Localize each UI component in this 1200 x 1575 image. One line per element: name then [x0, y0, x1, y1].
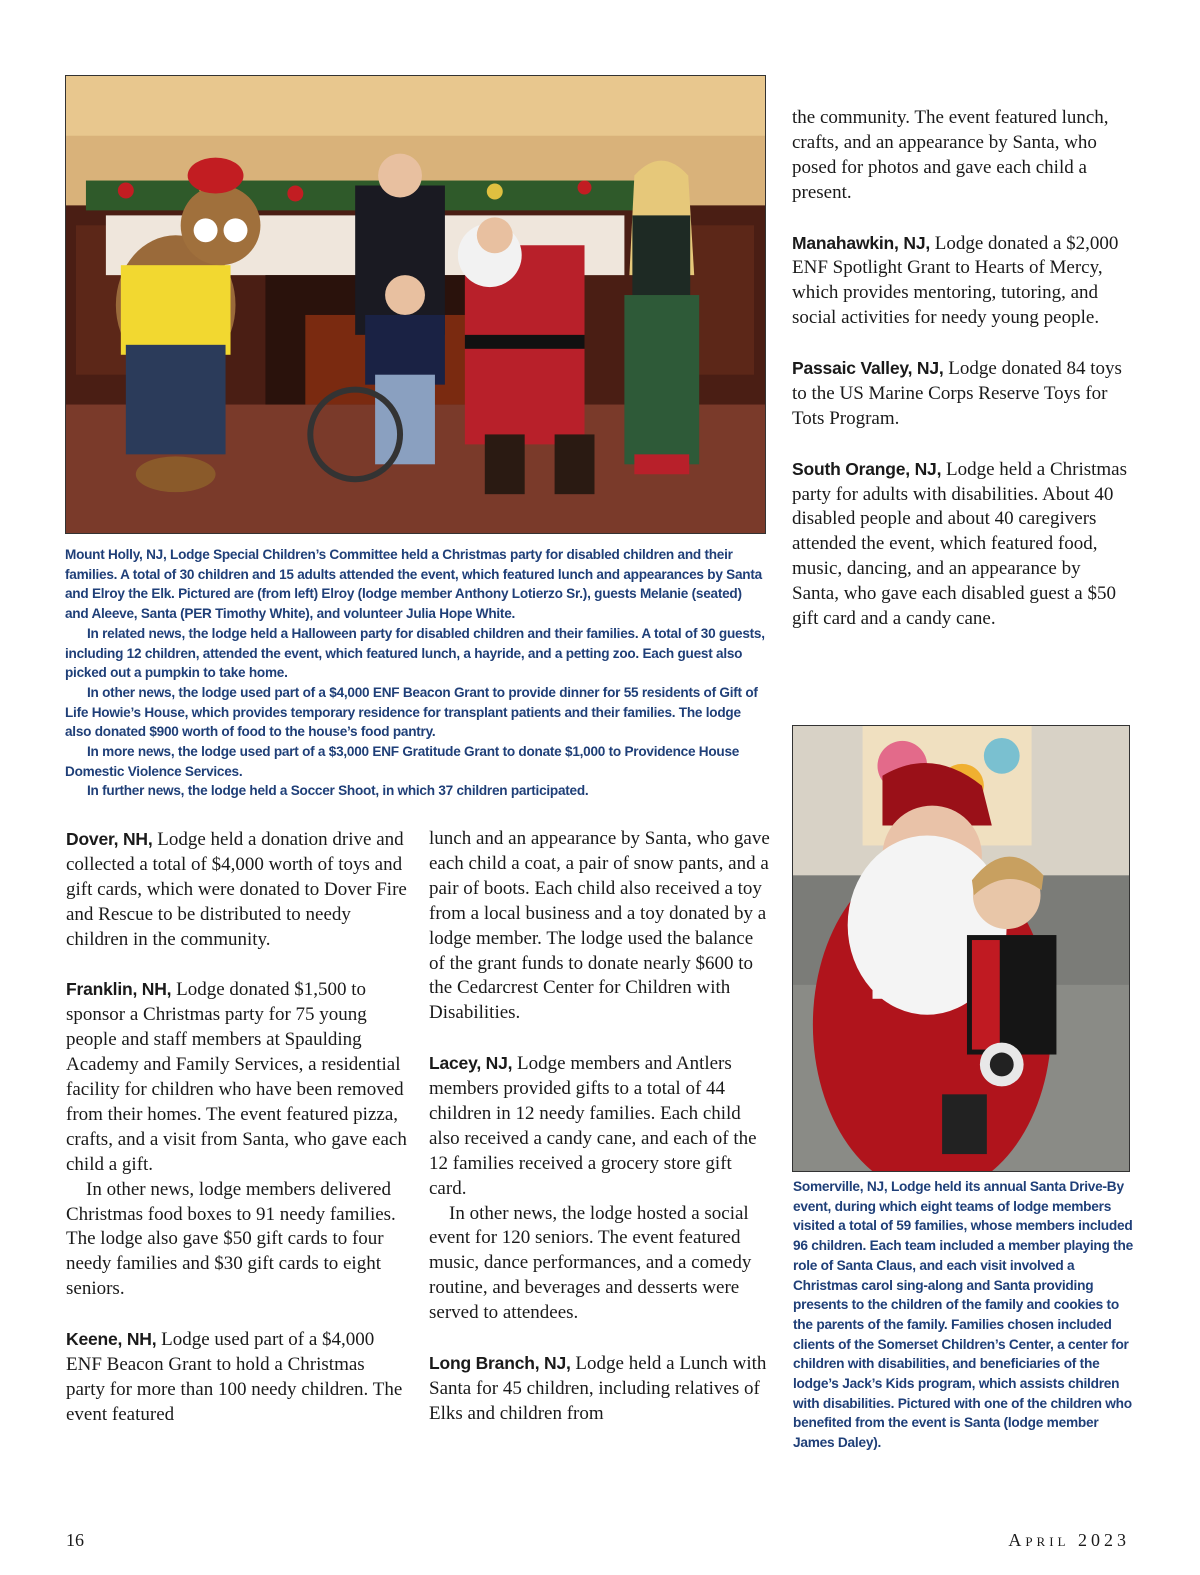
caption-lead: Somerville, NJ,	[793, 1179, 888, 1194]
article-column-1	[66, 827, 408, 1428]
article-column-2	[429, 827, 771, 1427]
caption-paragraph: In other news, the lodge used part of a $4,000 ENF Beacon Grant to provide dinner for 55 residents of Gift of Life Howie’s House, which provides temporary residence for transplant patients and their families. The lodge also donated $900 worth of food to the house’s food pantry.	[65, 684, 758, 740]
caption-paragraph: In more news, the lodge used part of a $3,000 ENF Gratitude Grant to donate $1,000 to Providence House Domestic Violence Services.	[65, 744, 740, 779]
article-paragraph: lunch and an appearance by Santa, who gave each child a coat, a pair of snow pants, and a pair of boots. Each child also received a toy from a local business and a toy donated by a lodge member. The lodge used the balance of the grant funds to donate nearly $600 to the Cedarcrest Center for Children with Disabilities.	[429, 828, 770, 1024]
article-paragraph: Dover, NH, Lodge held a donation drive and collected a total of $4,000 worth of toys and gift cards, which were donated to Dover Fire and Rescue to be distributed to needy children in the community.	[66, 829, 407, 950]
article-paragraph: South Orange, NJ, Lodge held a Christmas party for adults with disabilities. About 40 disabled people and about 40 caregivers attended the event, which featured food, music, dancing, and an appearance by Santa, who gave each disabled guest a $50 gift card and a candy cane.	[792, 458, 1128, 630]
lodge-name: Manahawkin, NJ,	[792, 232, 931, 253]
article-column-right-top	[792, 106, 1132, 632]
lodge-name: Lacey, NJ,	[429, 1053, 513, 1074]
article-paragraph: Franklin, NH, Lodge donated $1,500 to sponsor a Christmas party for 75 young people and staff members at Spaulding Academy and Family Services, a residential facility for children who have been removed from their homes. The event featured pizza, crafts, and a visit from Santa, who gave each child a gift.	[66, 979, 407, 1175]
caption-text: Lodge held its annual Santa Drive-By event, during which eight teams of lodge members visited a total of 59 families, whose members included 96 children. Each team included a member playing the role of Santa Claus, and each visit involved a Christmas carol sing-along and Santa providing presents to the children of the family and cookies to the parents of the family. Families chosen included clients of the Somerset Children’s Center, a center for children with disabilities, and beneficiaries of the lodge’s Jack’s Kids program, which assists children with disabilities. Pictured with one of the children who benefited from the event is Santa (lodge member James Daley).	[793, 1179, 1133, 1451]
lodge-name: Keene, NH,	[66, 1329, 157, 1350]
photo-santa-child-icon	[793, 726, 1129, 1171]
article-paragraph: Passaic Valley, NJ, Lodge donated 84 toys to the US Marine Corps Reserve Toys for Tots Program.	[792, 358, 1122, 429]
caption-lead: Mount Holly, NJ,	[65, 547, 167, 562]
photo-santa-child	[792, 725, 1130, 1172]
lodge-name: Passaic Valley, NJ,	[792, 358, 944, 379]
caption-text: Lodge Special Children’s Committee held a Christmas party for disabled children and their families. A total of 30 children and 15 adults attended the event, which featured lunch and appearances by Santa and Elroy the Elk. Pictured are (from left) Elroy (lodge member Anthony Lotierzo Sr.), guests Melanie (seated) and Aleeve, Santa (PER Timothy White), and volunteer Julia Hope White.	[65, 547, 762, 622]
caption-somerville	[793, 1177, 1133, 1453]
caption-paragraph: In further news, the lodge held a Soccer Shoot, in which 37 children participated.	[87, 783, 589, 799]
article-paragraph: In other news, lodge members delivered Christmas food boxes to 91 needy families. The lodge also gave $50 gift cards to four needy families and $30 gift cards to eight seniors.	[66, 1178, 396, 1300]
article-paragraph: Manahawkin, NJ, Lodge donated a $2,000 ENF Spotlight Grant to Hearts of Mercy, which provides mentoring, tutoring, and social activities for needy young people.	[792, 232, 1119, 329]
issue-date: April 2023	[1008, 1530, 1130, 1550]
article-paragraph: Long Branch, NJ, Lodge held a Lunch with Santa for 45 children, including relatives of Elks and children from	[429, 1353, 767, 1424]
lodge-name: South Orange, NJ,	[792, 458, 942, 479]
lodge-name: Long Branch, NJ,	[429, 1353, 571, 1373]
photo-christmas-party-icon	[66, 76, 765, 533]
page-number: 16	[66, 1530, 84, 1550]
lodge-name: Dover, NH,	[66, 829, 153, 849]
article-paragraph: In other news, the lodge hosted a social event for 120 seniors. The event featured music, dance performances, and a comedy routine, and beverages and desserts were served to attendees.	[429, 1202, 752, 1324]
caption-paragraph: In related news, the lodge held a Halloween party for disabled children and their families. A total of 30 guests, including 12 children, attended the event, which featured lunch, a hayride, and a petting zoo. Each guest also picked out a pumpkin to take home.	[65, 625, 765, 681]
photo-christmas-party	[65, 75, 766, 534]
caption-mount-holly	[65, 545, 767, 801]
article-paragraph: Keene, NH, Lodge used part of a $4,000 ENF Beacon Grant to hold a Christmas party for more than 100 needy children. The event featured	[66, 1329, 403, 1425]
article-paragraph: Lacey, NJ, Lodge members and Antlers members provided gifts to a total of 44 children in 12 needy families. Each child also received a candy cane, and each of the 12 families received a grocery store gift card.	[429, 1053, 757, 1199]
lodge-name: Franklin, NH,	[66, 979, 172, 1000]
article-paragraph: the community. The event featured lunch, crafts, and an appearance by Santa, who posed for photos and gave each child a present.	[792, 107, 1109, 203]
